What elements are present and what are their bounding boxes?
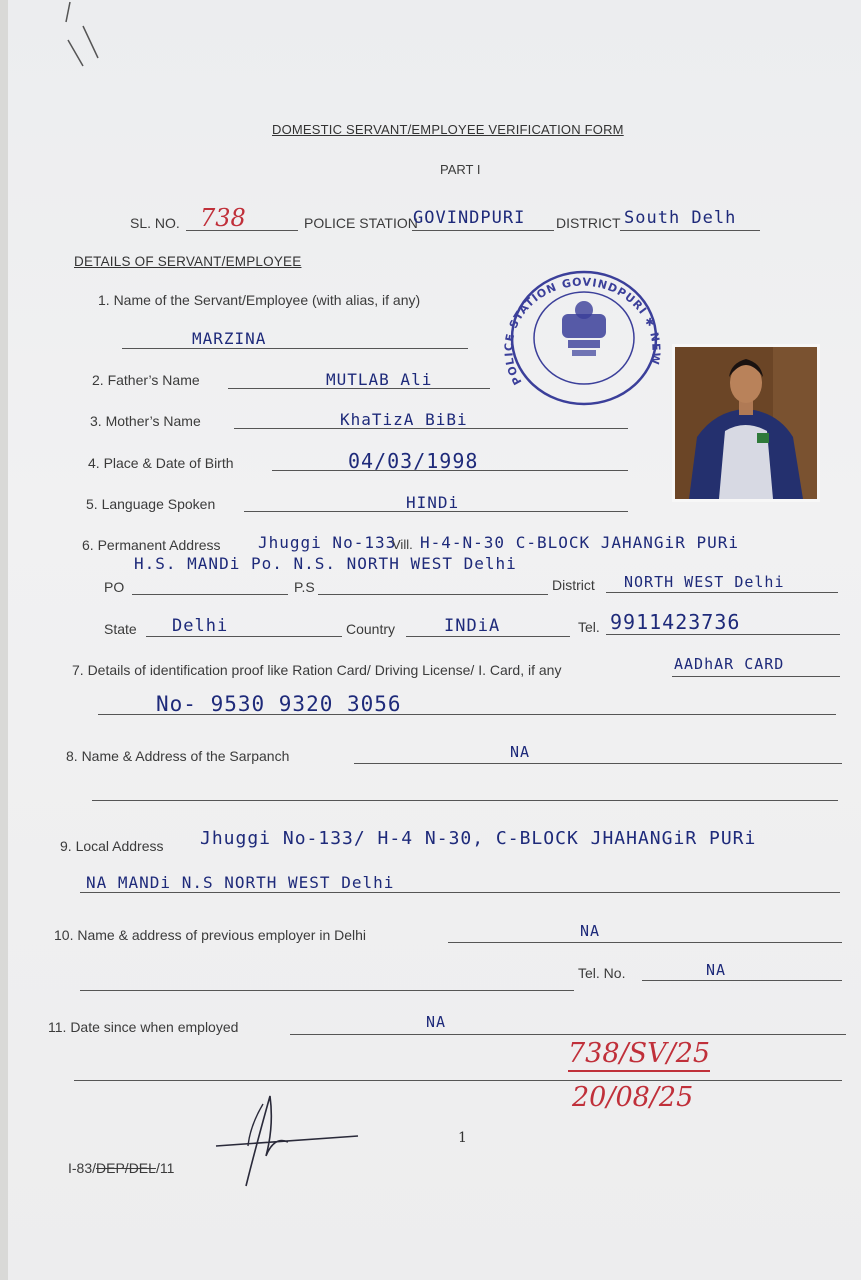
sl-no-label: SL. NO. — [130, 215, 180, 231]
field-10-value: NA — [580, 922, 601, 940]
ps-label: P.S — [294, 579, 315, 595]
district-value: NORTH WEST Delhi — [624, 573, 785, 591]
state-value: Delhi — [172, 616, 229, 636]
tel-label: Tel. — [578, 619, 600, 635]
field-6-value-3: H.S. MANDi Po. N.S. NORTH WEST Delhi — [134, 554, 517, 573]
district-value-top: South Delh — [624, 208, 737, 228]
field-6-vill-label: Vill. — [392, 537, 413, 552]
field-6-label: 6. Permanent Address — [82, 537, 221, 553]
field-7-value-1: AADhAR CARD — [674, 655, 785, 673]
national-emblem-icon — [562, 301, 606, 356]
employee-photo — [672, 344, 820, 502]
field-9-label: 9. Local Address — [60, 838, 164, 854]
field-2-value: MUTLAB Ali — [326, 370, 433, 389]
field-8-value: NA — [510, 743, 531, 761]
state-label: State — [104, 621, 137, 637]
field-2-label: 2. Father’s Name — [92, 372, 200, 388]
district-label-top: DISTRICT — [556, 215, 621, 231]
tel-value: 9911423736 — [610, 610, 741, 634]
field-6-value-2: H-4-N-30 C-BLOCK JAHANGiR PURi — [420, 533, 739, 552]
field-10-label: 10. Name & address of previous employer in Delhi — [54, 927, 367, 943]
form-paper — [8, 0, 861, 1280]
field-9-value-1: Jhuggi No-133/ H-4 N-30, C-BLOCK JHAHANGiR PURi — [200, 828, 757, 849]
field-1-value: MARZINA — [192, 329, 267, 348]
district-label: District — [552, 577, 595, 593]
country-label: Country — [346, 621, 396, 637]
reference-number: 738/SV/25 — [568, 1038, 710, 1072]
field-7-label: 7. Details of identification proof like Ration Card/ Driving License/ I. Card, if any — [72, 662, 562, 678]
form-code — [68, 1160, 174, 1176]
corner-marks — [58, 0, 108, 70]
field-6-value-1: Jhuggi No-133 — [258, 533, 397, 552]
field-4-label: 4. Place & Date of Birth — [88, 455, 234, 471]
police-stamp — [498, 262, 668, 412]
tel-no-value: NA — [706, 961, 727, 979]
field-3-label: 3. Mother’s Name — [90, 413, 201, 429]
field-5-value: HINDi — [406, 493, 460, 512]
reference-date: 20/08/25 — [572, 1082, 694, 1113]
form-code-suffix: /11 — [155, 1160, 175, 1176]
page-number: 1 — [458, 1130, 467, 1146]
form-code-prefix: I-83/ — [68, 1160, 97, 1176]
field-1-label: 1. Name of the Servant/Employee (with alias, if any) — [98, 292, 421, 308]
part-label: PART I — [440, 162, 481, 177]
field-11-label: 11. Date since when employed — [48, 1019, 239, 1035]
form-title: DOMESTIC SERVANT/EMPLOYEE VERIFICATION FORM — [272, 122, 624, 137]
field-8-label: 8. Name & Address of the Sarpanch — [66, 748, 290, 764]
sl-no-value: 738 — [200, 204, 246, 232]
form-code-struck: DEP/DEL — [96, 1160, 156, 1176]
field-3-value: KhaTizA BiBi — [340, 410, 468, 429]
field-11-value: NA — [426, 1013, 447, 1031]
signature — [208, 1086, 368, 1196]
po-label: PO — [104, 579, 125, 595]
field-4-value: 04/03/1998 — [348, 449, 479, 473]
stamp-text: POLICE STATION GOVINDPURI ✱ NEW — [502, 275, 663, 387]
field-9-value-2: NA MANDi N.S NORTH WEST Delhi — [86, 873, 395, 892]
police-station-label: POLICE STATION — [304, 215, 418, 231]
country-value: INDiA — [444, 616, 501, 636]
section-title: DETAILS OF SERVANT/EMPLOYEE — [74, 254, 302, 269]
tel-no-label: Tel. No. — [578, 965, 626, 981]
field-7-value-2: No- 9530 9320 3056 — [156, 692, 402, 716]
police-station-value: GOVINDPURI — [413, 208, 526, 228]
field-5-label: 5. Language Spoken — [86, 496, 216, 512]
